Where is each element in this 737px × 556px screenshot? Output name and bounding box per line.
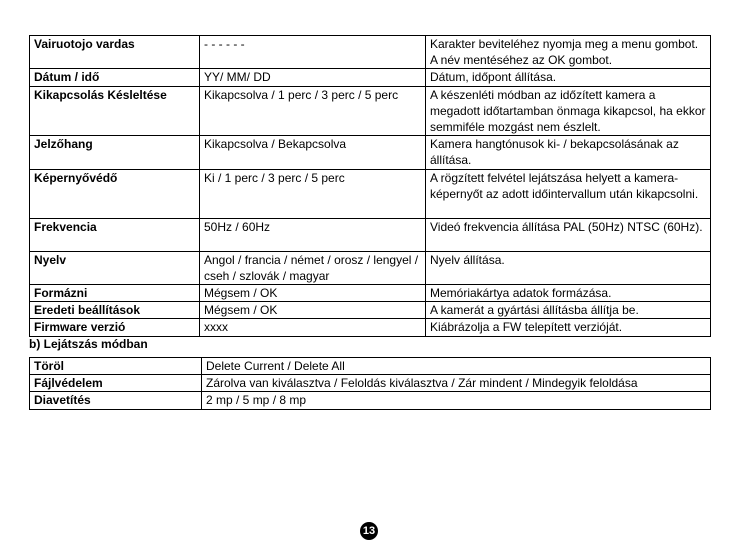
playback-table <box>29 357 711 410</box>
setting-description: Kamera hangtónusok ki- / bekapcsolásának az állítása. <box>426 136 711 169</box>
table-row <box>30 86 711 136</box>
playback-setting-name: Fájlvédelem <box>30 375 202 392</box>
setting-description: Kiábrázolja a FW telepített verzióját. <box>426 319 711 336</box>
table-row <box>30 169 711 218</box>
table-row <box>30 136 711 169</box>
setting-options: Ki / 1 perc / 3 perc / 5 perc <box>200 169 426 218</box>
setting-name: Vairuotojo vardas <box>30 36 200 69</box>
setting-name: Jelzőhang <box>30 136 200 169</box>
playback-setting-name: Töröl <box>30 358 202 375</box>
setting-description: Karakter beviteléhez nyomja meg a menu gombot. A név mentéséhez az OK gombot. <box>426 36 711 69</box>
setting-description: A kamerát a gyártási állításba állítja be. <box>426 302 711 319</box>
setting-options: Mégsem / OK <box>200 302 426 319</box>
playback-setting-options: 2 mp / 5 mp / 8 mp <box>202 392 711 409</box>
setting-options: Mégsem / OK <box>200 285 426 302</box>
table-row <box>30 218 711 251</box>
setting-options: Kikapcsolva / Bekapcsolva <box>200 136 426 169</box>
setting-description: Dátum, időpont állítása. <box>426 69 711 86</box>
setting-options: - - - - - - <box>200 36 426 69</box>
setting-name: Firmware verzió <box>30 319 200 336</box>
setting-description: Memóriakártya adatok formázása. <box>426 285 711 302</box>
settings-table <box>29 35 711 337</box>
setting-name: Dátum / idő <box>30 69 200 86</box>
table-row <box>30 285 711 302</box>
setting-options: Angol / francia / német / orosz / lengyel / cseh / szlovák / magyar <box>200 251 426 284</box>
setting-name: Kikapcsolás Késleltése <box>30 86 200 136</box>
table-row <box>30 251 711 284</box>
setting-name: Frekvencia <box>30 218 200 251</box>
setting-options: 50Hz / 60Hz <box>200 218 426 251</box>
setting-options: YY/ MM/ DD <box>200 69 426 86</box>
playback-section-heading: b) Lejátszás módban <box>29 337 148 351</box>
setting-name: Formázni <box>30 285 200 302</box>
table-row <box>30 319 711 336</box>
setting-description: A készenléti módban az időzített kamera a megadott időtartamban önmaga kikapcsol, ha ekkor semmiféle mozgást nem észlelt. <box>426 86 711 136</box>
table-row <box>30 69 711 86</box>
playback-setting-options: Delete Current / Delete All <box>202 358 711 375</box>
table-row <box>30 358 711 375</box>
setting-options: xxxx <box>200 319 426 336</box>
setting-name: Eredeti beállítások <box>30 302 200 319</box>
setting-description: Nyelv állítása. <box>426 251 711 284</box>
setting-description: Videó frekvencia állítása PAL (50Hz) NTSC (60Hz). <box>426 218 711 251</box>
page-number: 13 <box>360 522 378 540</box>
setting-name: Képernyővédő <box>30 169 200 218</box>
table-row <box>30 392 711 409</box>
table-row <box>30 375 711 392</box>
table-row <box>30 302 711 319</box>
setting-options: Kikapcsolva / 1 perc / 3 perc / 5 perc <box>200 86 426 136</box>
table-row <box>30 36 711 69</box>
setting-description: A rögzített felvétel lejátszása helyett a kamera-képernyőt az adott időintervallum után kikapcsolni. <box>426 169 711 218</box>
playback-setting-name: Diavetítés <box>30 392 202 409</box>
playback-setting-options: Zárolva van kiválasztva / Feloldás kiválasztva / Zár mindent / Mindegyik feloldása <box>202 375 711 392</box>
setting-name: Nyelv <box>30 251 200 284</box>
